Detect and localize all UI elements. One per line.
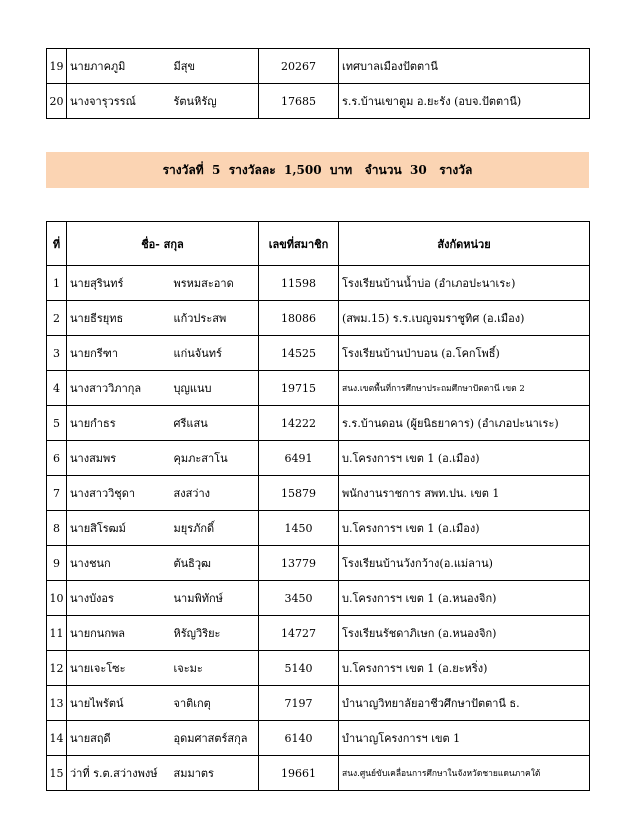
table-row — [47, 616, 590, 651]
table-row — [47, 756, 590, 791]
unit: โรงเรียนบ้านน้ำบ่อ (อำเภอปะนาเระ) — [339, 266, 590, 301]
first-name: ว่าที่ ร.ต.สว่างพงษ์ — [67, 756, 171, 791]
member-id: 6140 — [259, 721, 339, 756]
unit: สนง.ศูนย์ขับเคลื่อนการศึกษาในจังหวัดชายแดนภาคใต้ — [339, 756, 590, 791]
row-number: 12 — [47, 651, 67, 686]
last-name: ตันธิวุฒ — [171, 546, 259, 581]
table-row — [47, 686, 590, 721]
member-id: 6491 — [259, 441, 339, 476]
last-name: จาติเกตุ — [171, 686, 259, 721]
unit: บ.โครงการฯ เขต 1 (อ.เมือง) — [339, 441, 590, 476]
table-row — [47, 301, 590, 336]
last-name: หิรัญวิริยะ — [171, 616, 259, 651]
unit: บ.โครงการฯ เขต 1 (อ.เมือง) — [339, 511, 590, 546]
first-name: นายสิโรฒม์ — [67, 511, 171, 546]
first-name: นายสฤดี — [67, 721, 171, 756]
first-name: นางสมพร — [67, 441, 171, 476]
table-row — [47, 546, 590, 581]
row-number: 9 — [47, 546, 67, 581]
last-name: รัตนหิรัญ — [171, 84, 259, 119]
unit: (สพม.15) ร.ร.เบญจมราชูทิศ (อ.เมือง) — [339, 301, 590, 336]
last-name: นามพิทักษ์ — [171, 581, 259, 616]
member-id: 1450 — [259, 511, 339, 546]
table-row — [47, 721, 590, 756]
row-number: 5 — [47, 406, 67, 441]
unit: โรงเรียนบ้านป่าบอน (อ.โคกโพธิ์) — [339, 336, 590, 371]
top-table-body — [47, 49, 590, 119]
member-id: 11598 — [259, 266, 339, 301]
last-name: สมมาตร — [171, 756, 259, 791]
row-number: 10 — [47, 581, 67, 616]
member-id: 20267 — [259, 49, 339, 84]
unit: บำนาญโครงการฯ เขต 1 — [339, 721, 590, 756]
row-number: 3 — [47, 336, 67, 371]
row-number: 8 — [47, 511, 67, 546]
unit: โรงเรียนรัชดาภิเษก (อ.หนองจิก) — [339, 616, 590, 651]
table-row — [47, 371, 590, 406]
table-row — [47, 651, 590, 686]
unit: บ.โครงการฯ เขต 1 (อ.หนองจิก) — [339, 581, 590, 616]
first-name: นายเจะโซะ — [67, 651, 171, 686]
member-id: 18086 — [259, 301, 339, 336]
table-row — [47, 581, 590, 616]
last-name: บุญแนบ — [171, 371, 259, 406]
unit: บ.โครงการฯ เขต 1 (อ.ยะหริ่ง) — [339, 651, 590, 686]
table-row — [47, 49, 590, 84]
row-number: 6 — [47, 441, 67, 476]
table-row — [47, 441, 590, 476]
row-number: 19 — [47, 49, 67, 84]
member-id: 13779 — [259, 546, 339, 581]
first-name: นางบังอร — [67, 581, 171, 616]
row-number: 4 — [47, 371, 67, 406]
table-row — [47, 84, 590, 119]
member-id: 15879 — [259, 476, 339, 511]
header-name: ชื่อ- สกุล — [67, 222, 259, 266]
row-number: 14 — [47, 721, 67, 756]
first-name: นางสาววิภากุล — [67, 371, 171, 406]
table-row — [47, 511, 590, 546]
unit: สนง.เขตพื้นที่การศึกษาประถมศึกษาปัตตานี เขต 2 — [339, 371, 590, 406]
header-member-id: เลขที่สมาชิก — [259, 222, 339, 266]
table-row — [47, 476, 590, 511]
row-number: 1 — [47, 266, 67, 301]
awardee-table-body — [47, 266, 590, 791]
member-id: 7197 — [259, 686, 339, 721]
last-name: มยุรภักดิ์ — [171, 511, 259, 546]
table-row — [47, 336, 590, 371]
first-name: นายกรีฑา — [67, 336, 171, 371]
unit: เทศบาลเมืองปัตตานี — [339, 49, 590, 84]
row-number: 15 — [47, 756, 67, 791]
awardee-table — [46, 221, 590, 791]
first-name: นายกำธร — [67, 406, 171, 441]
member-id: 14525 — [259, 336, 339, 371]
first-name: นายภาคภูมิ — [67, 49, 171, 84]
member-id: 19661 — [259, 756, 339, 791]
table-row — [47, 266, 590, 301]
member-id: 3450 — [259, 581, 339, 616]
header-unit: สังกัดหน่วย — [339, 222, 590, 266]
table-header-row — [47, 222, 590, 266]
unit: พนักงานราชการ สพท.ปน. เขต 1 — [339, 476, 590, 511]
first-name: นางจารุวรรณ์ — [67, 84, 171, 119]
header-no: ที่ — [47, 222, 67, 266]
last-name: คุมภะสาโน — [171, 441, 259, 476]
last-name: มีสุข — [171, 49, 259, 84]
row-number: 7 — [47, 476, 67, 511]
first-name: นางชนก — [67, 546, 171, 581]
unit: ร.ร.บ้านดอน (ผู้ยนิธยาคาร) (อำเภอปะนาเระ) — [339, 406, 590, 441]
first-name: นางสาววิชุดา — [67, 476, 171, 511]
last-name: เจะมะ — [171, 651, 259, 686]
last-name: สงสว่าง — [171, 476, 259, 511]
row-number: 11 — [47, 616, 67, 651]
last-name: แก้วประสพ — [171, 301, 259, 336]
row-number: 20 — [47, 84, 67, 119]
award-banner-text: รางวัลที่ 5 รางวัลละ 1,500 บาท จำนวน 30 รางวัล — [162, 162, 473, 177]
top-table — [46, 48, 590, 119]
last-name: แก่นจันทร์ — [171, 336, 259, 371]
first-name: นายธีรยุทธ — [67, 301, 171, 336]
member-id: 14222 — [259, 406, 339, 441]
member-id: 14727 — [259, 616, 339, 651]
last-name: พรหมสะอาด — [171, 266, 259, 301]
unit: โรงเรียนบ้านวังกว้าง(อ.แม่ลาน) — [339, 546, 590, 581]
member-id: 17685 — [259, 84, 339, 119]
first-name: นายกนกพล — [67, 616, 171, 651]
first-name: นายสุรินทร์ — [67, 266, 171, 301]
row-number: 2 — [47, 301, 67, 336]
member-id: 19715 — [259, 371, 339, 406]
unit: บำนาญวิทยาลัยอาชีวศึกษาปัตตานี ธ. — [339, 686, 590, 721]
award-banner — [46, 152, 589, 188]
row-number: 13 — [47, 686, 67, 721]
first-name: นายไพรัตน์ — [67, 686, 171, 721]
unit: ร.ร.บ้านเขาตูม อ.ยะรัง (อบจ.ปัตตานี) — [339, 84, 590, 119]
table-row — [47, 406, 590, 441]
last-name: อุดมศาสตร์สกุล — [171, 721, 259, 756]
member-id: 5140 — [259, 651, 339, 686]
last-name: ศรีแสน — [171, 406, 259, 441]
